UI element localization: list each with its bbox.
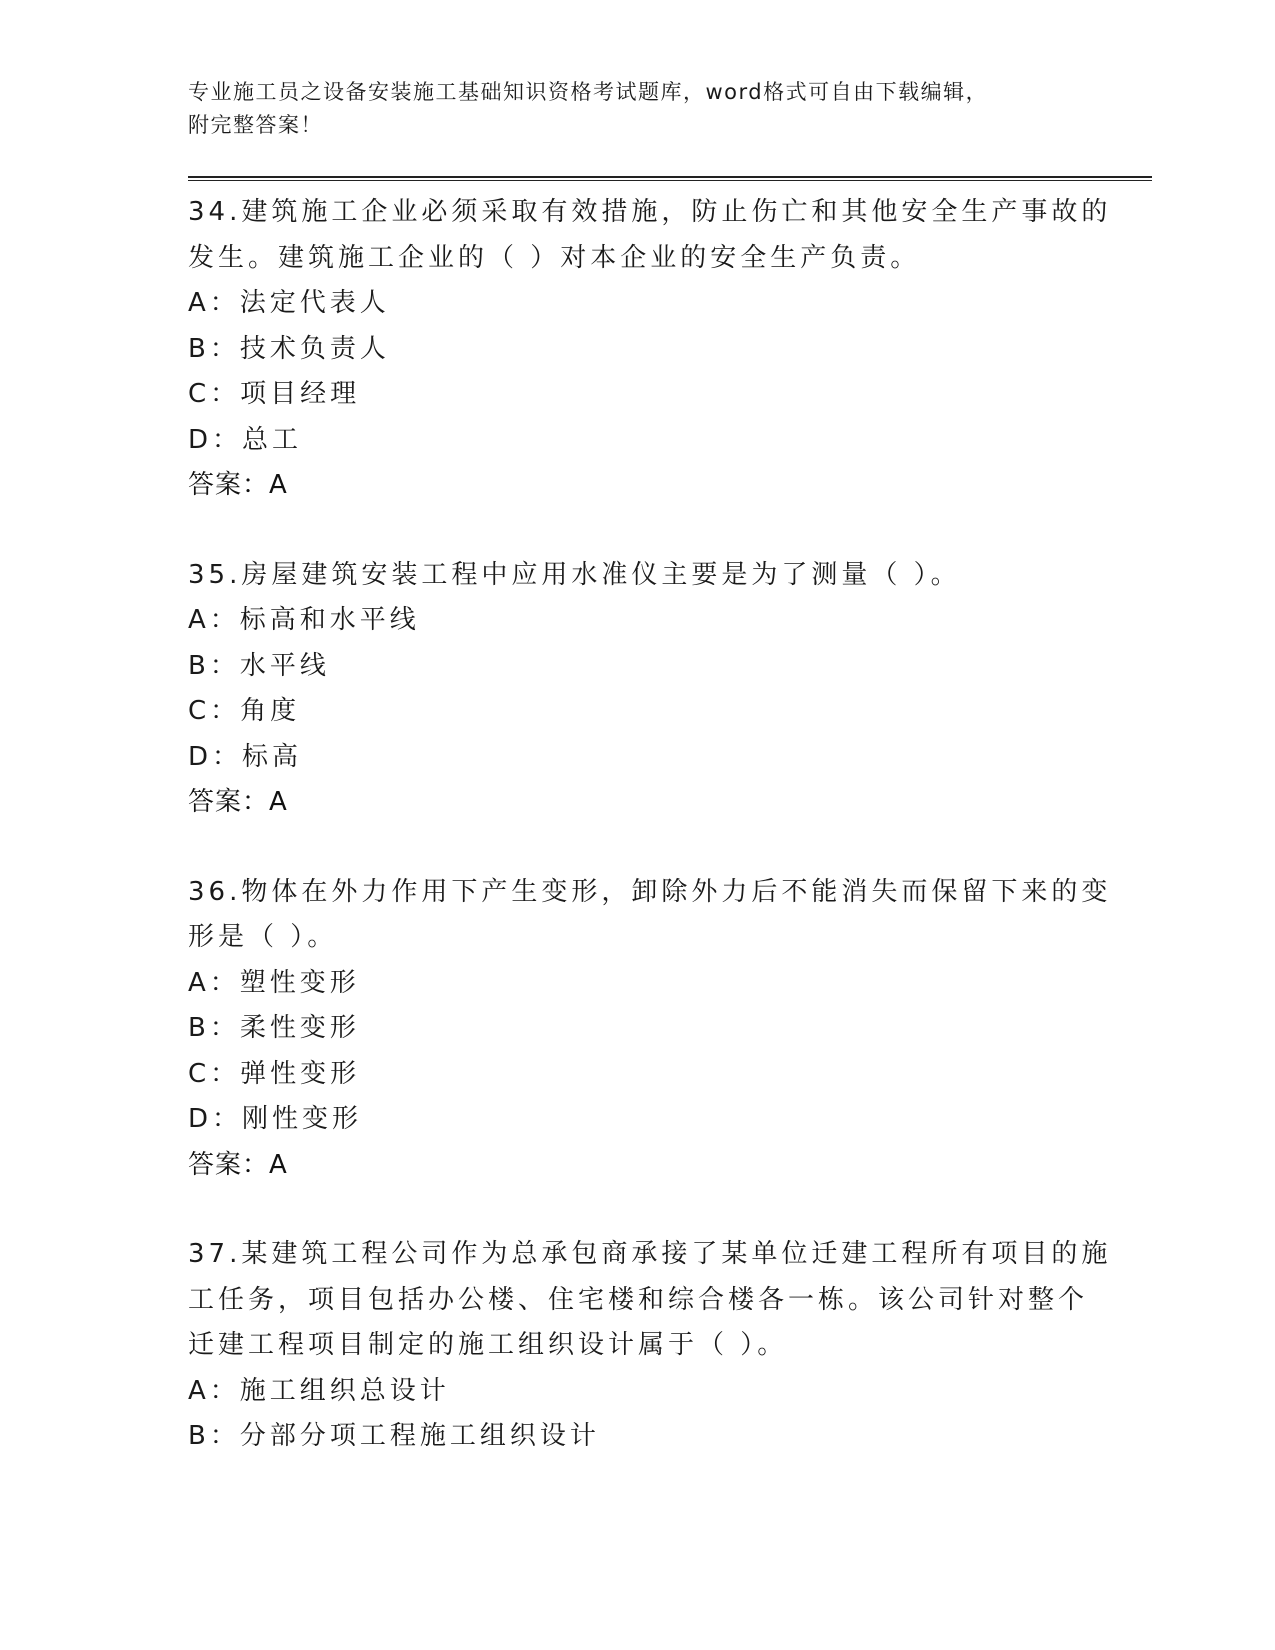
header-line-1: 专业施工员之设备安装施工基础知识资格考试题库，word格式可自由下载编辑， bbox=[188, 80, 989, 104]
option-c: C：项目经理 bbox=[188, 379, 361, 409]
question-35 bbox=[188, 553, 1088, 826]
question-34 bbox=[188, 190, 1112, 509]
question-stem: 发生。建筑施工企业的（ ）对本企业的安全生产负责。 bbox=[188, 242, 921, 273]
document-header bbox=[188, 76, 1088, 142]
question-stem: 37.某建筑工程公司作为总承包商承接了某单位迁建工程所有项目的施 bbox=[188, 1239, 1112, 1269]
question-36 bbox=[188, 870, 1112, 1189]
question-stem: 36.物体在外力作用下产生变形，卸除外力后不能消失而保留下来的变 bbox=[188, 876, 1112, 907]
answer: 答案：A bbox=[188, 1149, 288, 1180]
question-stem: 工任务，项目包括办公楼、住宅楼和综合楼各一栋。该公司针对整个 bbox=[188, 1284, 1089, 1315]
question-stem: 迁建工程项目制定的施工组织设计属于（ ）。 bbox=[188, 1330, 788, 1360]
question-stem: 35.房屋建筑安装工程中应用水准仪主要是为了测量（ ）。 bbox=[188, 559, 961, 590]
option-d: D：总工 bbox=[188, 424, 303, 455]
option-c: C：角度 bbox=[188, 696, 301, 726]
header-divider bbox=[188, 176, 1152, 181]
header-line-2: 附完整答案！ bbox=[188, 113, 323, 137]
answer: 答案：A bbox=[188, 470, 288, 500]
option-b: B：分部分项工程施工组织设计 bbox=[188, 1421, 600, 1451]
option-a: A：法定代表人 bbox=[188, 288, 390, 318]
option-b: B：水平线 bbox=[188, 650, 330, 681]
option-a: A：施工组织总设计 bbox=[188, 1375, 450, 1406]
question-stem: 形是（ ）。 bbox=[188, 922, 338, 952]
option-a: A：塑性变形 bbox=[188, 967, 360, 998]
option-b: B：技术负责人 bbox=[188, 333, 390, 364]
option-d: D：标高 bbox=[188, 741, 303, 772]
option-b: B：柔性变形 bbox=[188, 1013, 360, 1043]
question-37 bbox=[188, 1232, 1112, 1460]
option-c: C：弹性变形 bbox=[188, 1058, 361, 1089]
answer: 答案：A bbox=[188, 787, 288, 817]
question-stem: 34.建筑施工企业必须采取有效措施，防止伤亡和其他安全生产事故的 bbox=[188, 197, 1112, 227]
question-list bbox=[188, 190, 1112, 1504]
option-d: D：刚性变形 bbox=[188, 1104, 363, 1134]
option-a: A：标高和水平线 bbox=[188, 605, 420, 635]
